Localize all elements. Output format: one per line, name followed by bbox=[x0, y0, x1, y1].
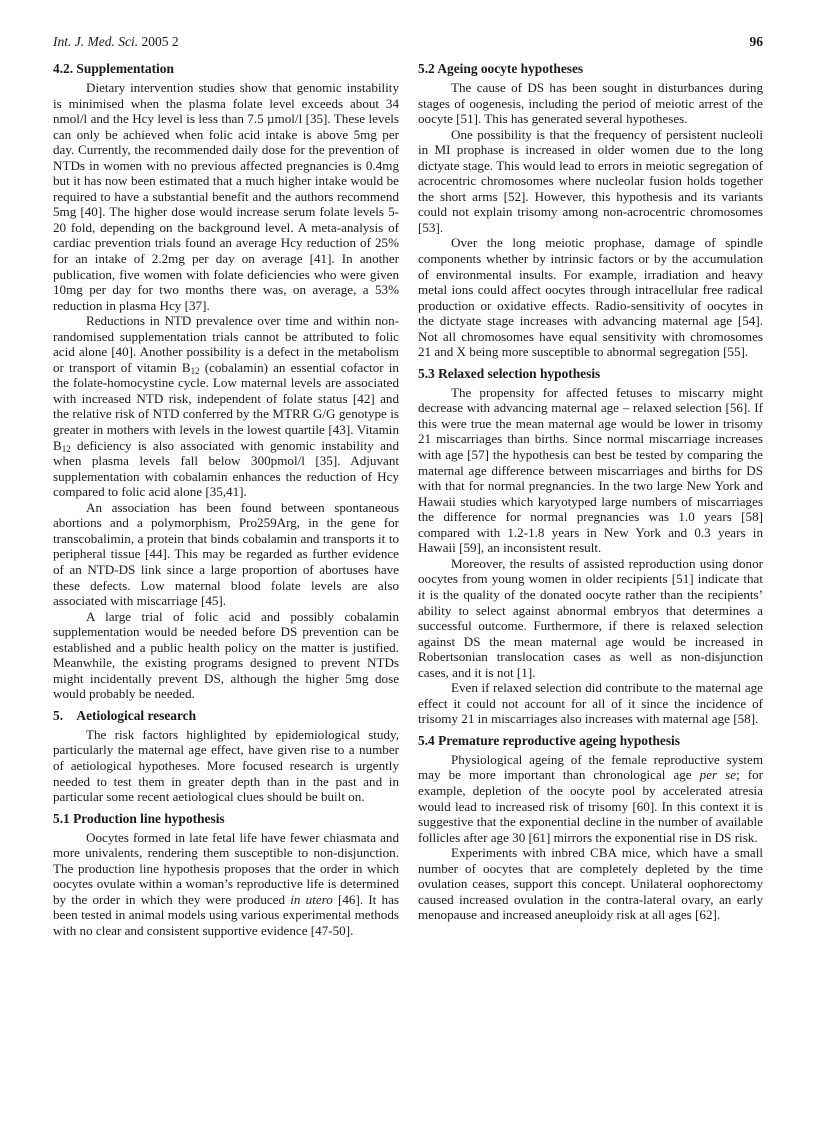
left-column bbox=[53, 61, 399, 938]
journal-year-issue: 2005 2 bbox=[138, 34, 179, 49]
italic-term: per se bbox=[699, 767, 737, 783]
section-5-4-premature-ageing bbox=[418, 733, 763, 923]
paragraph: Even if relaxed selection did contribute to the maternal age effect it could not account for all of it since the incidence of trisomy 21 in miscarriages also increases with maternal age [58]. bbox=[418, 680, 763, 727]
paragraph: Dietary intervention studies show that genomic instability is minimised when the plasma folate level exceeds about 34 nmol/l and the Hcy level is less than 7.5 µmol/l [35]. These levels can only be achieved when folic acid intake is above 5mg per day. Currently, the recommended daily dose for the prevention of NTDs in women with no previous affected pregnancies is 0.4mg but it has now been estimated that a much higher intake would be required to have a substantial benefit and the authors recommend 5mg [40]. The higher dose would increase serum folate levels 5-20 fold, depending on the background level. A meta-analysis of cardiac prevention trials found an average Hcy reduction of 25% for an intake of 2.2mg per day on average [41]. In another publication, five women with folate deficiencies who were given 10mg per day for two months there was, on average, a 53% reduction in plasma Hcy [37]. bbox=[53, 80, 399, 313]
right-column bbox=[418, 61, 763, 923]
text-run: [46]. It has been tested in animal models using various experimental methods with no clear and consistent supportive evidence [47-50]. bbox=[53, 891, 399, 938]
section-5-1-production-line bbox=[53, 811, 399, 939]
section-heading: 5.1 Production line hypothesis bbox=[53, 810, 225, 826]
text-run: Reductions in NTD prevalence over time and within non-randomised supplementation trials cannot be attributed to folic acid alone [40]. Another possibility is a defect in the metabolism or transport of vitamin B bbox=[53, 313, 399, 375]
section-5-3-relaxed-selection bbox=[418, 366, 763, 727]
page-number: 96 bbox=[749, 34, 763, 49]
section-5-aetiological-research bbox=[53, 708, 399, 805]
section-heading: 5.2 Ageing oocyte hypotheses bbox=[418, 61, 584, 76]
paragraph: One possibility is that the frequency of persistent nucleoli in MI prophase is increased in older women due to the long dictyate stage. This would lead to errors in meiotic segregation of acrocentric chromosomes where nucleolar fusion holds together the short arms [52]. However, this hypothesis and its variants could not explain trisomy among non-acrocentric chromosomes [53]. bbox=[418, 126, 763, 235]
text-run: (cobalamin) an essential cofactor in the folate-homocystine cycle. Low maternal levels are associated with increased NTD risk, independent of folate status [42] and the relative risk of NTD conferred by the MTRR G/G genotype is greater in mothers with levels in the lowest quartile [43]. Vitamin B bbox=[53, 359, 399, 453]
paragraph: The cause of DS has been sought in disturbances during stages of oogenesis, including the period of meiotic arrest of the oocyte [51]. This has generated several hypotheses. bbox=[418, 80, 763, 127]
text-run: deficiency is also associated with genomic instability and when plasma levels fall below 300pmol/l [35]. Adjuvant supplementation with cobalamin enhances the reduction of Hcy compared to folic acid alone [35,41]. bbox=[53, 437, 399, 500]
running-header bbox=[53, 34, 763, 52]
paragraph: Over the long meiotic prophase, damage of spindle components whether by intrinsic factors or by the accumulation of environmental insults. For example, irradiation and heavy metal ions could affect oocytes through intracellular free radical production or oxidative effects. Radio-sensitivity of oocytes in the dictyate stage increases with advancing maternal age [54]. Not all chromosomes have equal sensitivity with chromosomes 21 and X being more susceptible to abnormal segregation [55]. bbox=[418, 235, 763, 360]
text-run: Oocytes formed in late fetal life have fewer chiasmata and more univalents, rendering them susceptible to non-disjunction. The production line hypothesis proposes that the order in which oocytes ovulate within a woman’s reproductive life is determined by the order in which they were produced bbox=[53, 829, 399, 907]
section-heading: 5.4 Premature reproductive ageing hypothesis bbox=[418, 732, 680, 748]
paragraph: The risk factors highlighted by epidemiological study, particularly the maternal age effect, have given rise to a number of aetiological hypotheses. More focused research is urgently needed to test them in greater depth than in the past and in particular some recent aetiological clues should be built on. bbox=[53, 726, 399, 805]
journal-name: Int. J. Med. Sci. bbox=[53, 34, 139, 49]
paragraph bbox=[418, 752, 763, 845]
text-run: Physiological ageing of the female reproductive system may be more important than chronological age bbox=[418, 751, 763, 783]
paragraph bbox=[53, 313, 399, 500]
subscript: 12 bbox=[61, 443, 71, 454]
section-heading: 5. Aetiological research bbox=[53, 707, 197, 723]
paragraph bbox=[53, 830, 399, 939]
journal-citation bbox=[53, 34, 179, 50]
paragraph: Moreover, the results of assisted reproduction using donor oocytes from young women in older recipients [51] indicate that it is the quality of the donated oocyte rather than the recipients’ ability to select against abnormal embryos that determines a successful outcome. Furthermore, if there is relaxed selection against DS the mean maternal age would be increased in Robertsonian translocation cases as well as non-disjunction cases, and it is not [1]. bbox=[418, 555, 763, 680]
section-5-2-ageing-oocyte bbox=[418, 61, 763, 360]
paragraph: Experiments with inbred CBA mice, which have a small number of oocytes that are completely depleted by the time ovulation ceases, support this concept. Unilateral oophorectomy caused increased ovulation in the contra-lateral ovary, an early menopause and increased aneuploidy risk at all ages [62]. bbox=[418, 845, 763, 923]
italic-term: in utero bbox=[290, 891, 333, 907]
paragraph: The propensity for affected fetuses to miscarry might decrease with advancing maternal age – relaxed selection [56]. If this were true the mean maternal age would be lower in trisomy 21 miscarriages than births. Since normal miscarriage increases with age [57] the hypothesis can best be tested by comparing the maternal age difference between miscarriages and births for DS with that for normal pregnancies. In the two large New York and Hawaii studies which karyotyped large numbers of miscarriages the difference for normal pregnancies was 1.0 years [58] compared with 1.2-1.8 years in New York and 0.3 years in Hawaii [59], an inconsistent result. bbox=[418, 384, 763, 556]
text-run: ; for example, depletion of the oocyte pool by accelerated atresia would lead to increased risk of trisomy [60]. In this context it is suggestive that the exponential decline in the number of available follicles after age 30 [61] mirrors the exponential rise in DS risk. bbox=[418, 767, 764, 845]
subscript: 12 bbox=[190, 365, 200, 376]
section-heading: 4.2. Supplementation bbox=[53, 61, 174, 76]
section-4-2-supplementation bbox=[53, 61, 399, 702]
paragraph: An association has been found between spontaneous abortions and a polymorphism, Pro259Arg, in the gene for transcobalimin, a protein that binds cobalamin and transports it to peripheral tissue [44]. This may be regarded as further evidence of an NTD-DS link since a large proportion of abortuses have these defects. Low maternal blood folate levels are also associated with miscarriage [45]. bbox=[53, 499, 399, 609]
paragraph: A large trial of folic acid and possibly cobalamin supplementation would be needed before DS prevention can be established and a public health policy on the matter is justified. Meanwhile, the existing programs designed to prevent NTDs might incidentally prevent DS, although the higher 5mg dose would probably be needed. bbox=[53, 608, 399, 702]
section-heading: 5.3 Relaxed selection hypothesis bbox=[418, 365, 601, 381]
